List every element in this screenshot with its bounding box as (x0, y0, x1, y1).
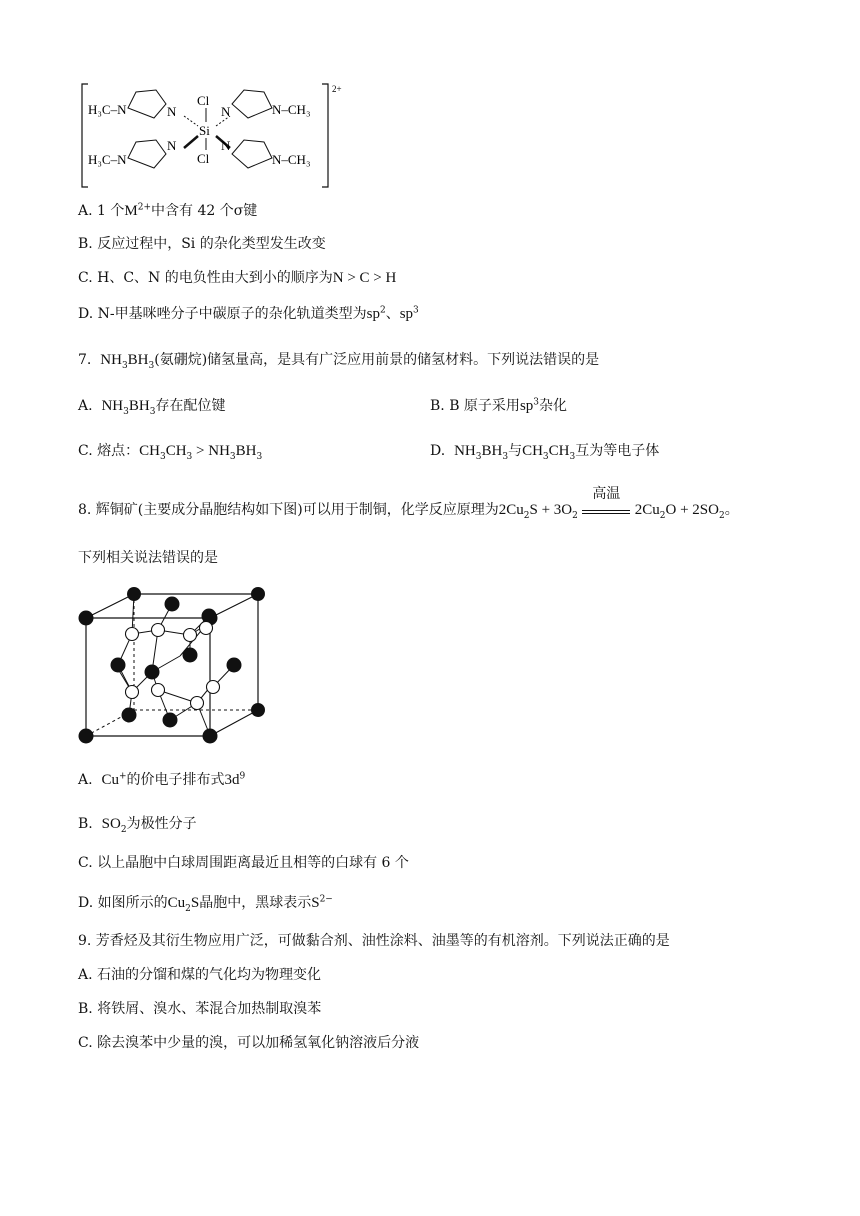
q6-option-c[interactable]: C. H、C、N 的电负性由大到小的顺序为N > C > H (78, 270, 397, 286)
eq-condition: 高温 (592, 486, 621, 502)
cl-bottom: Cl (197, 151, 210, 166)
complex-charge: 2+ (332, 84, 342, 94)
ring-n-bottom-right: N (221, 138, 231, 153)
q7-option-a[interactable]: A. $NH_3BH_3$存在配位键 (78, 398, 226, 417)
q7-option-c[interactable]: C. 熔点：$CH_3CH_3 > NH_3BH_3$ (78, 443, 263, 462)
ring-n-top-left: N (167, 104, 177, 119)
si-center: Si (199, 123, 210, 138)
q7-option-b[interactable]: B. B 原子采用$sp^3$杂化 (430, 397, 568, 414)
right-top-group: N–CH₃ (272, 102, 311, 117)
cl-top: Cl (197, 93, 210, 108)
q9-option-a[interactable]: A. 石油的分馏和煤的气化均为物理变化 (78, 967, 322, 983)
left-top-group: H₃C–N (88, 102, 127, 117)
q7-stem: 7. $NH_3BH_3$(氨硼烷)储氢量高，是具有广泛应用前景的储氢材料。下列说法错误的是 (78, 352, 600, 371)
q6-option-d[interactable]: D. N-甲基咪唑分子中碳原子的杂化轨道类型为$sp^2$、$sp^3$ (78, 305, 419, 322)
q8-option-b[interactable]: B. $SO_2$为极性分子 (78, 816, 197, 835)
q7-option-d[interactable]: D. $NH_3BH_3$与$CH_3CH_3$互为等电子体 (430, 443, 660, 462)
ring-n-top-right: N (221, 104, 231, 119)
crystal-cell-diagram (78, 584, 278, 746)
q8-option-c[interactable]: C. 以上晶胞中白球周围距离最近且相等的白球有 6 个 (78, 855, 409, 871)
q9-stem: 9. 芳香烃及其衍生物应用广泛，可做黏合剂、油性涂料、油墨等的有机溶剂。下列说法正确的是 (78, 933, 670, 949)
q9-option-b[interactable]: B. 将铁屑、溴水、苯混合加热制取溴苯 (78, 1001, 322, 1017)
q8-stem-2: 下列相关说法错误的是 (78, 550, 218, 566)
si-complex-structure (78, 80, 358, 192)
right-bottom-group: N–CH₃ (272, 152, 311, 167)
q8-option-a[interactable]: A. Cu+的价电子排布式$3d^9$ (78, 771, 246, 788)
q6-option-a[interactable]: A. 1 个$M^{2+}$中含有 42 个σ键 (78, 202, 258, 219)
q6-option-b[interactable]: B. 反应过程中，Si 的杂化类型发生改变 (78, 236, 326, 252)
q8-stem: 8. 辉铜矿(主要成分晶胞结构如下图)可以用于制铜，化学反应原理为$2Cu_2S + 3O_2$ 高温 $2Cu_2O + 2SO_2$。 (78, 486, 739, 521)
q9-option-c[interactable]: C. 除去溴苯中少量的溴，可以加稀氢氧化钠溶液后分液 (78, 1035, 420, 1051)
q8-option-d[interactable]: D. 如图所示的$Cu_2S$晶胞中，黑球表示$S^{2-}$ (78, 894, 333, 914)
left-bottom-group: H₃C–N (88, 152, 127, 167)
ring-n-bottom-left: N (167, 138, 177, 153)
